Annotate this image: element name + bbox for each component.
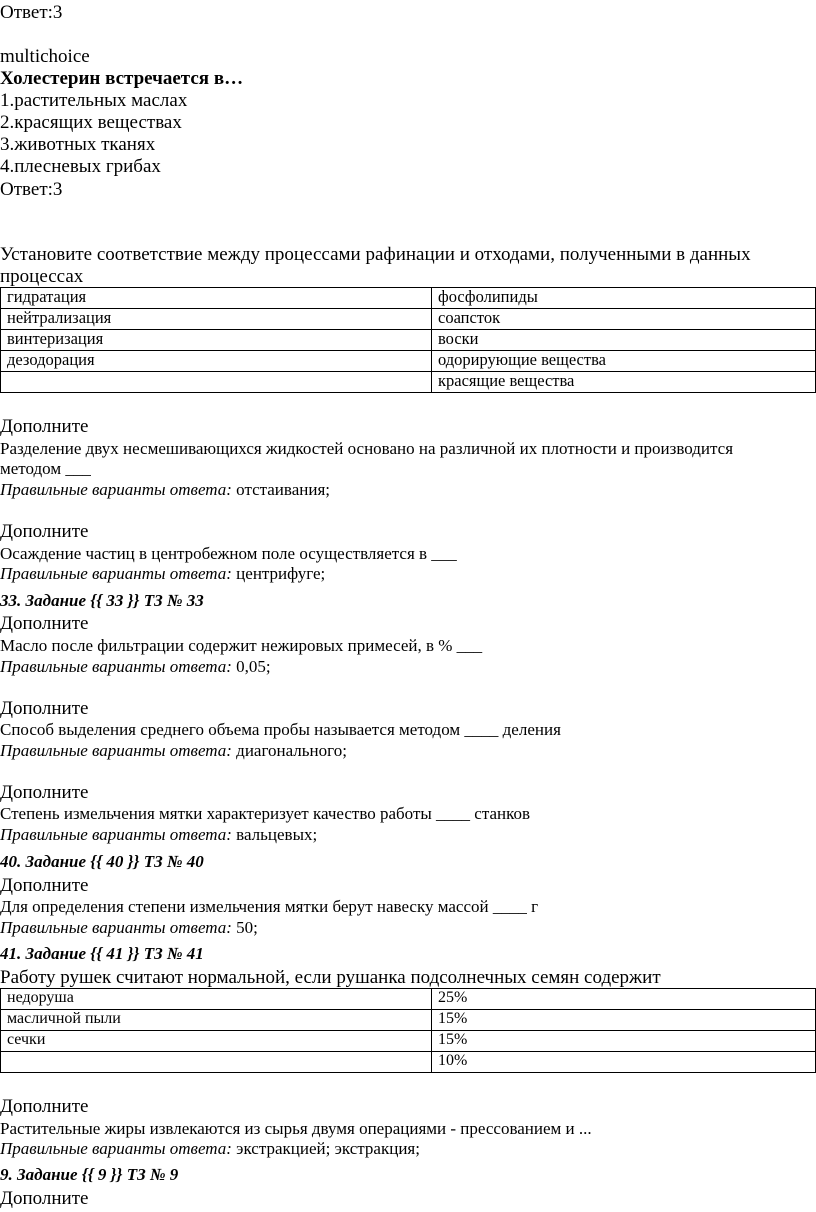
settle-text-line2: методом ___ bbox=[0, 459, 91, 478]
table-row bbox=[1, 989, 816, 1010]
option-1: 1.растительных маслах bbox=[0, 90, 188, 111]
centrifuge-answer bbox=[0, 565, 325, 582]
grind-heading: Дополните bbox=[0, 782, 89, 803]
task-33-answer bbox=[0, 658, 271, 675]
table-cell-right: воски bbox=[432, 330, 816, 351]
table-cell-left bbox=[1, 372, 432, 393]
table-cell-left bbox=[1, 1052, 432, 1073]
answer-value: диагонального; bbox=[231, 741, 347, 760]
table-cell-left: дезодорация bbox=[1, 351, 432, 372]
table-row bbox=[1, 309, 816, 330]
table-cell-left: винтеризация bbox=[1, 330, 432, 351]
match-question-line1: Установите соответствие между процессами рафинации и отходами, полученными в данных bbox=[0, 244, 751, 265]
table-row bbox=[1, 288, 816, 309]
task-33-title: 33. Задание {{ 33 }} ТЗ № 33 bbox=[0, 591, 204, 610]
answer-value: вальцевых; bbox=[231, 825, 318, 844]
table-cell-right: фосфолипиды bbox=[432, 288, 816, 309]
match-question-line2: процессах bbox=[0, 266, 84, 287]
table-row bbox=[1, 1010, 816, 1031]
task-9-heading: Дополните bbox=[0, 1188, 89, 1209]
table-cell-right: 15% bbox=[432, 1010, 816, 1031]
extract-text: Растительные жиры извлекаются из сырья двумя операциями - прессованием и ... bbox=[0, 1119, 592, 1138]
answer-label: Правильные варианты ответа: bbox=[0, 657, 232, 676]
answer-label: Правильные варианты ответа: bbox=[0, 741, 232, 760]
table-cell-left: нейтрализация bbox=[1, 309, 432, 330]
answer-value: отстаивания; bbox=[231, 480, 330, 499]
question-type: multichoice bbox=[0, 46, 90, 67]
table-cell-left: недоруша bbox=[1, 989, 432, 1010]
answer-label: Правильные варианты ответа: bbox=[0, 918, 232, 937]
answer-mc: Ответ:3 bbox=[0, 179, 63, 200]
table-cell-right: красящие вещества bbox=[432, 372, 816, 393]
task-33-heading: Дополните bbox=[0, 613, 89, 634]
task-41-title: 41. Задание {{ 41 }} ТЗ № 41 bbox=[0, 944, 204, 963]
centrifuge-text: Осаждение частиц в центробежном поле осуществляется в ___ bbox=[0, 544, 457, 563]
extract-heading: Дополните bbox=[0, 1096, 89, 1117]
option-3: 3.животных тканях bbox=[0, 134, 156, 155]
table-cell-right: одорирующие вещества bbox=[432, 351, 816, 372]
option-2: 2.красящих веществах bbox=[0, 112, 182, 133]
answer-top: Ответ:3 bbox=[0, 2, 63, 23]
task-9-title: 9. Задание {{ 9 }} ТЗ № 9 bbox=[0, 1165, 179, 1184]
sample-answer bbox=[0, 742, 347, 759]
task-40-answer bbox=[0, 919, 258, 936]
table-row bbox=[1, 372, 816, 393]
answer-value: экстракцией; экстракция; bbox=[231, 1139, 420, 1158]
settle-text-line1: Разделение двух несмешивающихся жидкостей основано на различной их плотности и производится bbox=[0, 439, 734, 458]
table-cell-left: сечки bbox=[1, 1031, 432, 1052]
settle-answer bbox=[0, 481, 330, 498]
sample-text: Способ выделения среднего объема пробы называется методом ____ деления bbox=[0, 720, 561, 739]
table-row bbox=[1, 1031, 816, 1052]
task-40-title: 40. Задание {{ 40 }} ТЗ № 40 bbox=[0, 852, 204, 871]
centrifuge-heading: Дополните bbox=[0, 521, 89, 542]
task-40-heading: Дополните bbox=[0, 875, 89, 896]
table-cell-right: 25% bbox=[432, 989, 816, 1010]
extract-answer bbox=[0, 1140, 420, 1157]
answer-label: Правильные варианты ответа: bbox=[0, 825, 232, 844]
table-cell-right: соапсток bbox=[432, 309, 816, 330]
answer-value: центрифуге; bbox=[231, 564, 326, 583]
settle-heading: Дополните bbox=[0, 416, 89, 437]
table-row bbox=[1, 330, 816, 351]
sample-heading: Дополните bbox=[0, 698, 89, 719]
table-row bbox=[1, 1052, 816, 1073]
task-41-text: Работу рушек считают нормальной, если рушанка подсолнечных семян содержит bbox=[0, 967, 661, 988]
option-4: 4.плесневых грибах bbox=[0, 156, 161, 177]
table-cell-right: 15% bbox=[432, 1031, 816, 1052]
task-41-table bbox=[0, 988, 816, 1073]
question-title: Холестерин встречается в… bbox=[0, 68, 244, 89]
table-cell-left: гидратация bbox=[1, 288, 432, 309]
match-table bbox=[0, 287, 816, 393]
table-cell-left: масличной пыли bbox=[1, 1010, 432, 1031]
grind-answer bbox=[0, 826, 317, 843]
grind-text: Степень измельчения мятки характеризует качество работы ____ станков bbox=[0, 804, 531, 823]
task-40-text: Для определения степени измельчения мятки берут навеску массой ____ г bbox=[0, 897, 539, 916]
table-row bbox=[1, 351, 816, 372]
answer-value: 0,05; bbox=[231, 657, 271, 676]
answer-label: Правильные варианты ответа: bbox=[0, 564, 232, 583]
answer-label: Правильные варианты ответа: bbox=[0, 1139, 232, 1158]
answer-value: 50; bbox=[231, 918, 258, 937]
table-cell-right: 10% bbox=[432, 1052, 816, 1073]
task-33-text: Масло после фильтрации содержит нежировых примесей, в % ___ bbox=[0, 636, 483, 655]
answer-label: Правильные варианты ответа: bbox=[0, 480, 232, 499]
